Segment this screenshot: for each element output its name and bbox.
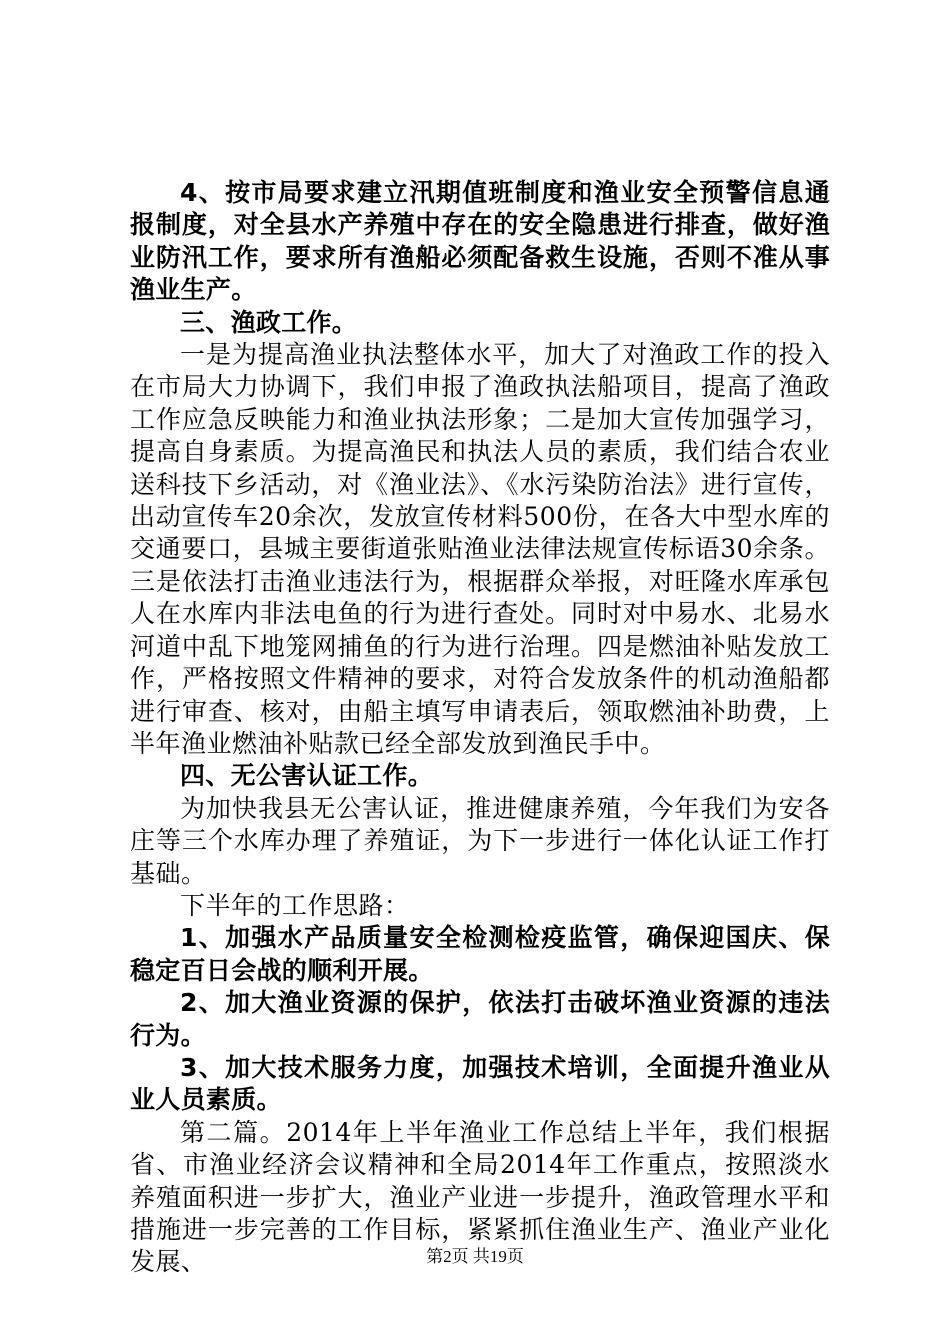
plan-item-3: 3、加大技术服务力度，加强技术培训，全面提升渔业从业人员素质。 <box>130 1052 830 1115</box>
document-body <box>130 177 830 1279</box>
paragraph-flood-safety: 4、按市局要求建立汛期值班制度和渔业安全预警信息通报制度，对全县水产养殖中存在的安全隐患进行排查，做好渔业防汛工作，要求所有渔船必须配备救生设施，否则不准从事渔业生产。 <box>130 178 830 305</box>
heading-fishery-administration: 三、渔政工作。 <box>180 307 358 337</box>
plan-item-2: 2、加大渔业资源的保护，依法打击破坏渔业资源的违法行为。 <box>130 988 830 1050</box>
heading-pollution-free-certification: 四、无公害认证工作。 <box>180 761 434 791</box>
heading-second-half-plan: 下半年的工作思路： <box>180 890 410 920</box>
paragraph-pollution-free-certification: 为加快我县无公害认证，推进健康养殖，今年我们为安各庄等三个水库办理了养殖证，为下一步进行一体化认证工作打基础。 <box>130 793 830 888</box>
paragraph-fishery-administration: 一是为提高渔业执法整体水平，加大了对渔政工作的投入在市局大力协调下，我们申报了渔政执法船项目，提高了渔政工作应急反映能力和渔业执法形象；二是加大宣传加强学习，提高自身素质。为提高渔民和执法人员的素质，我们结合农业送科技下乡活动，对《渔业法》、《水污染防治法》进行宣传，出动宣传车20余次，发放宣传材料500份，在各大中型水库的交通要口，县城主要街道张贴渔业法律法规宣传标语30余条。三是依法打击渔业违法行为，根据群众举报，对旺隆水库承包人在水库内非法电鱼的行为进行查处。同时对中易水、北易水河道中乱下地笼网捕鱼的行为进行治理。四是燃油补贴发放工作，严格按照文件精神的要求，对符合发放条件的机动渔船都进行审查、核对，由船主填写申请表后，领取燃油补助费，上半年渔业燃油补贴款已经全部发放到渔民手中。 <box>130 340 830 758</box>
paragraph-second-article: 第二篇。2014年上半年渔业工作总结上半年，我们根据省、市渔业经济会议精神和全局2014年工作重点，按照淡水养殖面积进一步扩大，渔业产业进一步提升，渔政管理水平和措施进一步完善的工作目标，紧紧抓住渔业生产、渔业产业化发展、 <box>130 1117 830 1277</box>
plan-item-1: 1、加强水产品质量安全检测检疫监管，确保迎国庆、保稳定百日会战的顺利开展。 <box>130 923 830 985</box>
page-number-footer: 第2页 共19页 <box>426 1247 524 1266</box>
